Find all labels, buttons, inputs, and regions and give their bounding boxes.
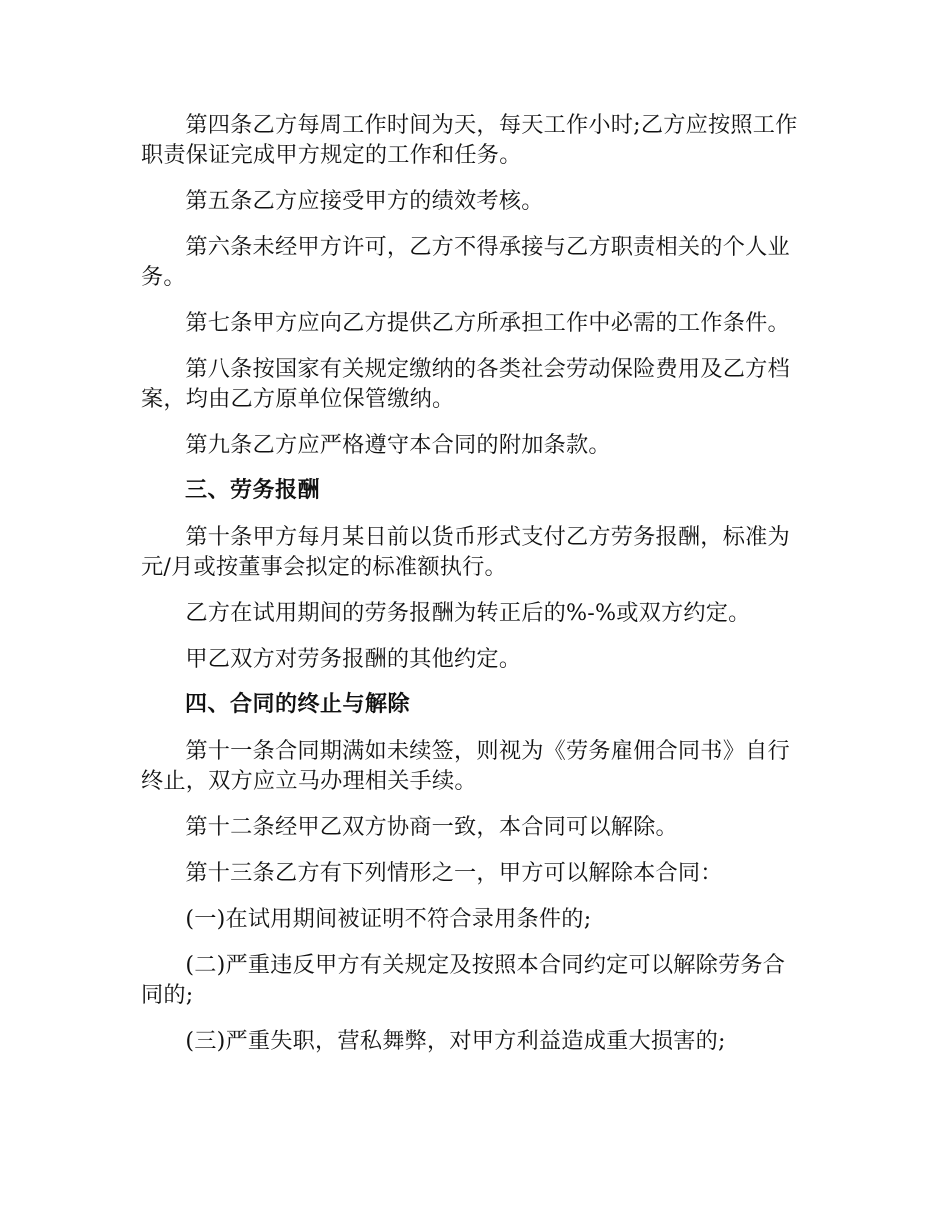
article-6: 第六条未经甲方许可，乙方不得承接与乙方职责相关的个人业务。 bbox=[141, 234, 790, 290]
article-8: 第八条按国家有关规定缴纳的各类社会劳动保险费用及乙方档案，均由乙方原单位保管缴纳。 bbox=[141, 356, 790, 412]
document-body bbox=[141, 110, 807, 1072]
article-13-item-1: (一)在试用期间被证明不符合录用条件的; bbox=[185, 906, 592, 932]
section-3-heading: 三、劳务报酬 bbox=[185, 478, 321, 503]
section-4-heading: 四、合同的终止与解除 bbox=[185, 692, 411, 717]
article-4: 第四条乙方每周工作时间为天，每天工作小时;乙方应按照工作职责保证完成甲方规定的工作和任务。 bbox=[141, 112, 798, 168]
article-12: 第十二条经甲乙双方协商一致，本合同可以解除。 bbox=[185, 814, 678, 840]
article-10: 第十条甲方每月某日前以货币形式支付乙方劳务报酬，标准为元/月或按董事会拟定的标准额执行。 bbox=[141, 524, 790, 580]
article-13-item-2: (二)严重违反甲方有关规定及按照本合同约定可以解除劳务合同的; bbox=[141, 952, 786, 1008]
article-13-item-3: (三)严重失职，营私舞弊，对甲方利益造成重大损害的; bbox=[185, 1028, 726, 1054]
article-13: 第十三条乙方有下列情形之一，甲方可以解除本合同： bbox=[185, 860, 723, 886]
article-10-trial-pay: 乙方在试用期间的劳务报酬为转正后的%-%或双方约定。 bbox=[185, 600, 751, 626]
article-10-other-terms: 甲乙双方对劳务报酬的其他约定。 bbox=[185, 646, 522, 672]
article-9: 第九条乙方应严格遵守本合同的附加条款。 bbox=[185, 432, 611, 458]
article-7: 第七条甲方应向乙方提供乙方所承担工作中必需的工作条件。 bbox=[185, 310, 790, 336]
article-5: 第五条乙方应接受甲方的绩效考核。 bbox=[185, 188, 544, 214]
article-11: 第十一条合同期满如未续签，则视为《劳务雇佣合同书》自行终止，双方应立马办理相关手续。 bbox=[141, 738, 790, 794]
